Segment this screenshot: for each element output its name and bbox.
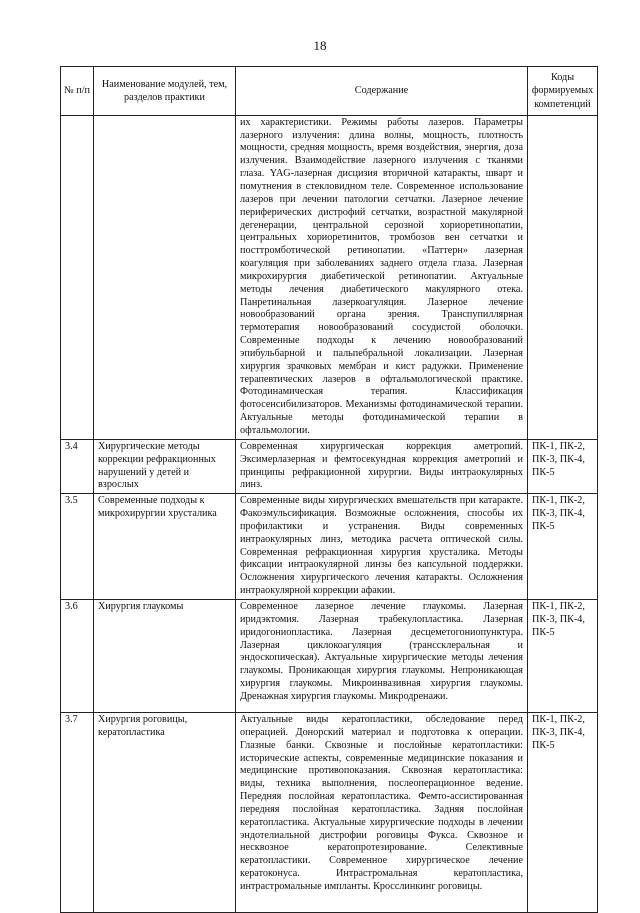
row-number: 3.7 xyxy=(61,712,94,912)
table-row xyxy=(61,439,598,493)
curriculum-table xyxy=(60,66,598,913)
row-competency-codes xyxy=(528,115,598,439)
table-row xyxy=(61,712,598,912)
row-competency-codes: ПК-1, ПК-2, ПК-3, ПК-4, ПК-5 xyxy=(528,494,598,600)
table-row xyxy=(61,599,598,712)
header-name: Наименование модулей, тем, разделов практики xyxy=(94,67,236,116)
table-row xyxy=(61,494,598,600)
header-content: Содержание xyxy=(236,67,528,116)
row-competency-codes: ПК-1, ПК-2, ПК-3, ПК-4, ПК-5 xyxy=(528,712,598,912)
row-topic: Хирургия глаукомы xyxy=(94,599,236,712)
row-content: Актуальные виды кератопластики, обследование перед операцией. Донорский материал и подготовка к операции. Глазные банки. Сквозные и послойные кератопластики: исторические аспекты, современные медицинские показания и медицинские противопоказания. Сквозная кератопластика: виды, техника выполнения, послеоперационное ведение. Передняя послойная кератопластика. Фемто-ассистированная передняя послойная кератопластика. Задняя послойная кератопластика. Актуальные хирургические подходы в лечении эндотелиальной дистрофии роговицы Фукса. Сквозное и несквозное кератопротезирование. Селективные кератопластики. Современное хирургическое лечение кератоконуса. Интрастромальная кератопластика, интрастромальные импланты. Кросслинкинг роговицы. xyxy=(236,712,528,912)
row-topic: Хирургические методы коррекции рефракционных нарушений у детей и взрослых xyxy=(94,439,236,493)
row-number: 3.4 xyxy=(61,439,94,493)
table-header-row xyxy=(61,67,598,116)
table-row xyxy=(61,115,598,439)
header-num: № п/п xyxy=(61,67,94,116)
page-number: 18 xyxy=(313,38,327,53)
row-topic: Хирургия роговицы, кератопластика xyxy=(94,712,236,912)
row-number: 3.5 xyxy=(61,494,94,600)
row-content: Современное лазерное лечение глаукомы. Лазерная иридэктомия. Лазерная трабекулопластика. Лазерная иридогониопластика. Лазерная десцеметогониопунктура. Лазерная циклокоагуляция (транссклеральная и эндоскопическая). Актуальные хирургические методы лечения глаукомы. Проникающая хирургия глаукомы. Непроникающая хирургия глаукомы. Микроинвазивная хирургия глаукомы. Дренажная хирургия глаукомы. Микродренажи. xyxy=(236,599,528,712)
row-content: Современные виды хирургических вмешательств при катаракте. Факоэмульсификация. Возможные осложнения, способы их профилактики и устранения. Виды современных интраокулярных линз, методика расчета оптической силы. Современная рефракционная хирургия хрусталика. Методы фиксации интраокулярной линзы без капсульной поддержки. Осложнения хирургического лечения катаракты. Осложнения интраокулярной коррекции афакии. xyxy=(236,494,528,600)
row-content: Современная хирургическая коррекция аметропий. Эксимерлазерная и фемтосекундная коррекция аметропий и принципы рефракционной хирургии. Виды интраокулярных линз. xyxy=(236,439,528,493)
row-topic: Современные подходы к микрохирургии хрусталика xyxy=(94,494,236,600)
row-topic xyxy=(94,115,236,439)
row-number: 3.6 xyxy=(61,599,94,712)
row-competency-codes: ПК-1, ПК-2, ПК-3, ПК-4, ПК-5 xyxy=(528,439,598,493)
row-number xyxy=(61,115,94,439)
row-competency-codes: ПК-1, ПК-2, ПК-3, ПК-4, ПК-5 xyxy=(528,599,598,712)
header-codes: Коды формируемых компетенций xyxy=(528,67,598,116)
row-content: их характеристики. Режимы работы лазеров. Параметры лазерного излучения: длина волны, мощность, плотность мощности, средняя мощность, время воздействия, энергия, доза излучения. Взаимодействие лазерного излучения с тканями глаза. YAG-лазерная дисцизия вторичной катаракты, шварт и помутнения в стекловидном теле. Современное использование лазеров при лечении патологии сетчатки. Лазерное лечение периферических дистрофий сетчатки, возрастной макулярной дегенерации, центральной серозной хориоретинопатии, центральных хориоретинитов, тромбозов вен сетчатки и посттромботической ретинопатии. «Паттерн» лазерная коагуляция при заболеваниях заднего отдела глаза. Лазерная микрохирургия диабетической ретинопатии. Актуальные методы лечения диабетического макулярного отека. Панретинальная лазеркоагуляция. Лазерное лечение новообразований органа зрения. Транспупиллярная термотерапия новообразований сосудистой оболочки. Современные подходы к лечению новообразований эпибульбарной и пальпебральной локализации. Лазерная хирургия зрачковых мембран и кист радужки. Применение терапевтических лазеров в офтальмологической практике. Фотодинамическая терапия. Классификация фотосенсибилизаторов. Механизмы фотодинамической терапии. Актуальные методы фотодинамической терапии в офтальмологии. xyxy=(236,115,528,439)
